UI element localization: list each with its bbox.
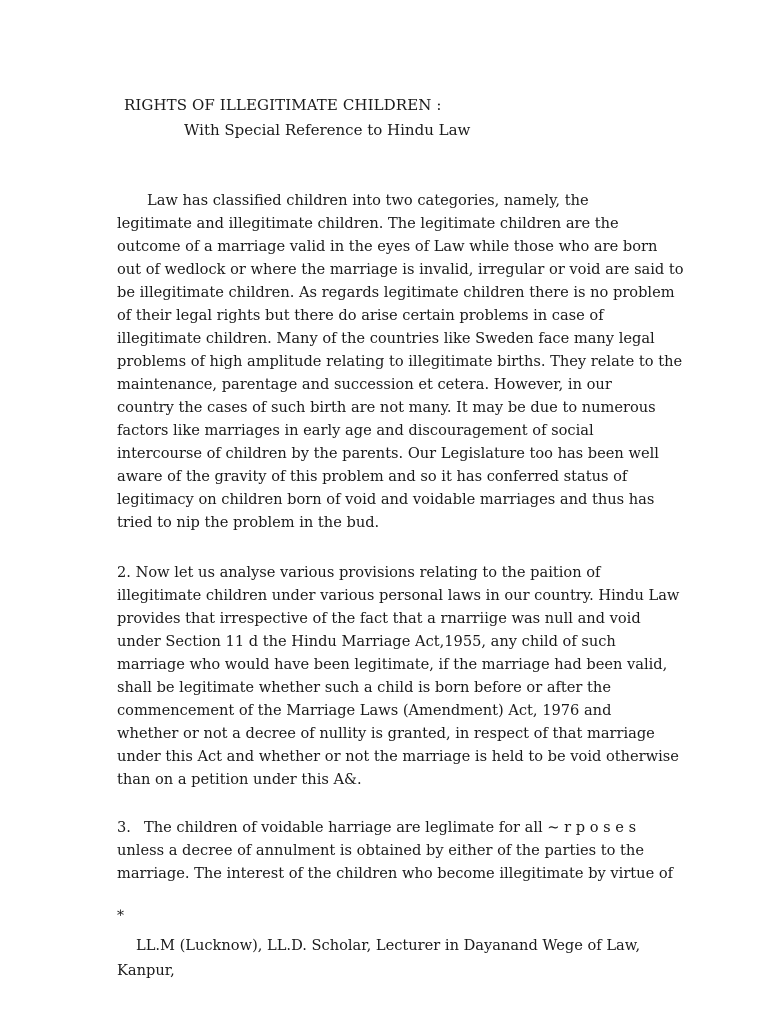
paragraph-line: legitimate and illegitimate children. The legitimate children are the [117,215,619,232]
paragraph-line: under this Act and whether or not the marriage is held to be void otherwise [117,748,679,765]
paragraph-line: marriage who would have been legitimate, if the marriage had been valid, [117,656,668,673]
paragraph-line: tried to nip the problem in the bud. [117,514,380,531]
paragraph-line: unless a decree of annulment is obtained by either of the parties to the [117,842,644,859]
paragraph-line: legitimacy on children born of void and voidable marriages and thus has [117,491,655,508]
paragraph-1 [117,189,684,534]
paragraph-line: aware of the gravity of this problem and so it has conferred status of [117,468,628,485]
paragraph-line: under Section 11 d the Hindu Marriage Act,1955, any child of such [117,633,616,650]
paragraph-text: The children of voidable harriage are leglimate for all ~ r p o s e s [144,819,637,836]
footnote-line: Kanpur, [117,962,175,979]
paragraph-line: maintenance, parentage and succession et cetera. However, in our [117,376,612,393]
paragraph-3 [117,816,674,885]
paragraph-number: 3. [117,819,131,836]
paragraph-line: of their legal rights but there do arise certain problems in case of [117,307,604,324]
paragraph-line: out of wedlock or where the marriage is invalid, irregular or void are said to [117,261,684,278]
paragraph-line: be illegitimate children. As regards legitimate children there is no problem [117,284,675,301]
footnote [117,933,640,983]
paragraph-line: illegitimate children. Many of the countries like Sweden face many legal [117,330,655,347]
paragraph-line: factors like marriages in early age and discouragement of social [117,422,594,439]
paragraph-line: 2. Now let us analyse various provisions relating to the paition of [117,564,601,581]
paragraph-line: than on a petition under this A&. [117,771,362,788]
paragraph-line: problems of high amplitude relating to illegitimate births. They relate to the [117,353,683,370]
footnote-marker: * [117,908,124,924]
document-title: RIGHTS OF ILLEGITIMATE CHILDREN : [124,96,442,114]
paragraph-line: marriage. The interest of the children who become illegitimate by virtue of [117,865,674,882]
footnote-line: LL.M (Lucknow), LL.D. Scholar, Lecturer in Dayanand Wege of Law, [136,937,641,954]
paragraph-line: Law has classified children into two categories, namely, the [147,192,589,209]
paragraph-line: whether or not a decree of nullity is granted, in respect of that marriage [117,725,655,742]
paragraph-line: illegitimate children under various personal laws in our country. Hindu Law [117,587,680,604]
paragraph-line: intercourse of children by the parents. Our Legislature too has been well [117,445,659,462]
paragraph-line: outcome of a marriage valid in the eyes of Law while those who are born [117,238,658,255]
paragraph-line [117,816,647,839]
document-subtitle: With Special Reference to Hindu Law [184,121,471,139]
paragraph-line: commencement of the Marriage Laws (Amendment) Act, 1976 and [117,702,612,719]
paragraph-line: shall be legitimate whether such a child is born before or after the [117,679,611,696]
paragraph-line: provides that irrespective of the fact that a rnarriige was null and void [117,610,641,627]
paragraph-line: country the cases of such birth are not many. It may be due to numerous [117,399,656,416]
paragraph-2 [117,561,680,791]
